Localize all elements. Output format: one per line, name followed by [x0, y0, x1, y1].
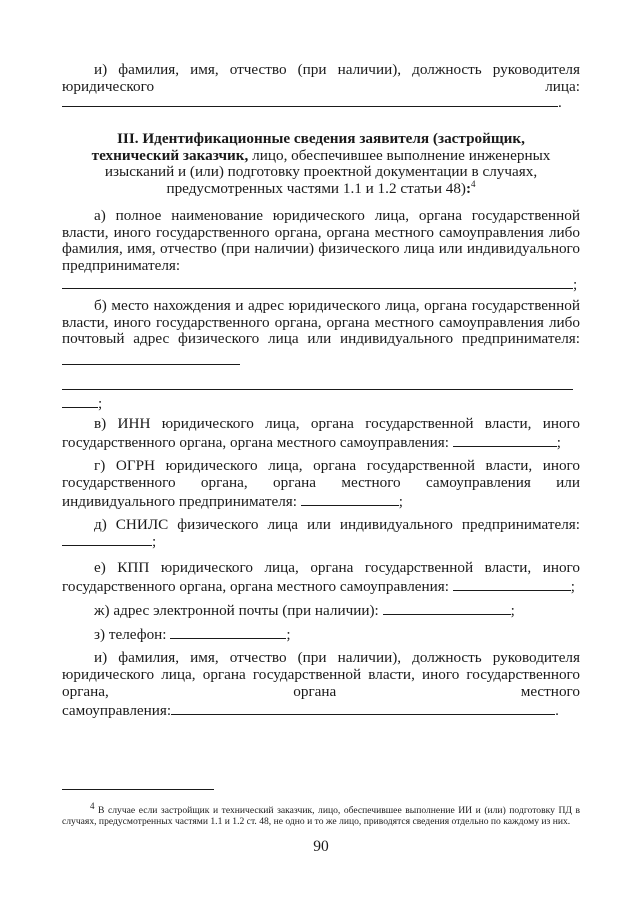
- item-v: в) ИНН юридического лица, органа государственной власти, иного государственного органа, органа местного самоуправления: ;: [62, 415, 580, 451]
- kpp-field[interactable]: [453, 577, 571, 591]
- footnote-ref: 4: [471, 178, 476, 189]
- top-item-fill-line[interactable]: .: [62, 93, 580, 112]
- footnote-rule: [62, 789, 214, 790]
- item-i-line2: юридического лица, органа государственной власти, иного государственного: [62, 666, 580, 683]
- ogrn-field[interactable]: [301, 492, 399, 506]
- top-item-line2: юридического лица:: [62, 78, 580, 95]
- page-number: 90: [313, 838, 329, 855]
- inn-field[interactable]: [453, 433, 557, 447]
- item-d: д) СНИЛС физического лица или индивидуального предпринимателя:: [94, 516, 580, 533]
- item-b-fill-line-1[interactable]: [62, 351, 580, 370]
- item-b: б) место нахождения и адрес юридического лица, органа государственной власти, иного государственного органа, органа местного самоуправления либо почтовый адрес физического лица или индивидуального предпринимателя:: [62, 297, 580, 347]
- item-b-fill-line-2[interactable]: [62, 376, 580, 395]
- item-g-line3: индивидуального предпринимателя: ;: [62, 493, 404, 510]
- top-item-line1: и) фамилия, имя, отчество (при наличии), должность руководителя: [94, 61, 580, 78]
- item-zh: ж) адрес электронной почты (при наличии): ;: [94, 602, 515, 619]
- item-d-fill-line[interactable]: ;: [62, 532, 580, 551]
- email-field[interactable]: [383, 601, 511, 615]
- item-g-line1: г) ОГРН юридического лица, органа государственной власти, иного: [94, 457, 580, 474]
- phone-field[interactable]: [170, 625, 286, 639]
- item-i-line1: и) фамилия, имя, отчество (при наличии), должность руководителя: [94, 649, 580, 666]
- item-i-line4: самоуправления: .: [62, 702, 559, 719]
- item-i-line3: органа, органа местного: [62, 683, 580, 700]
- document-page: [62, 0, 580, 905]
- footnote-text: $^4$ В случае если застройщик и технический заказчик, лицо, обеспечившее выполнение ИИ и (или) подготовку ПД в случаях, предусмотренных частями 1.1 и 1.2 ст. 48, не одно и то же лицо, приводятся сведения отдельно по каждому из них.: [62, 800, 580, 828]
- item-g-line2: государственного органа, органа местного самоуправления или: [62, 474, 580, 491]
- item-a: а) полное наименование юридического лица, органа государственной власти, иного государственного органа, органа местного самоуправления либо фамилия, имя, отчество (при наличии) физического лица или индивидуального предпринимателя:: [62, 207, 580, 274]
- item-z: з) телефон: ;: [94, 626, 291, 643]
- head-name-field[interactable]: [171, 701, 555, 715]
- item-e: е) КПП юридического лица, органа государственной власти, иного государственного органа, органа местного самоуправления: ;: [62, 559, 580, 595]
- item-b-fill-line-3[interactable]: ;: [62, 394, 580, 413]
- section-title: III. Идентификационные сведения заявителя (застройщик, технический заказчик, лицо, обеспечившее выполнение инженерных изысканий и (или) подготовку проектной документации в случаях, предусмотренных частями 1.1 и 1.2 статьи 48):$^4$: [91, 130, 551, 197]
- item-a-fill-line[interactable]: ;: [62, 275, 580, 294]
